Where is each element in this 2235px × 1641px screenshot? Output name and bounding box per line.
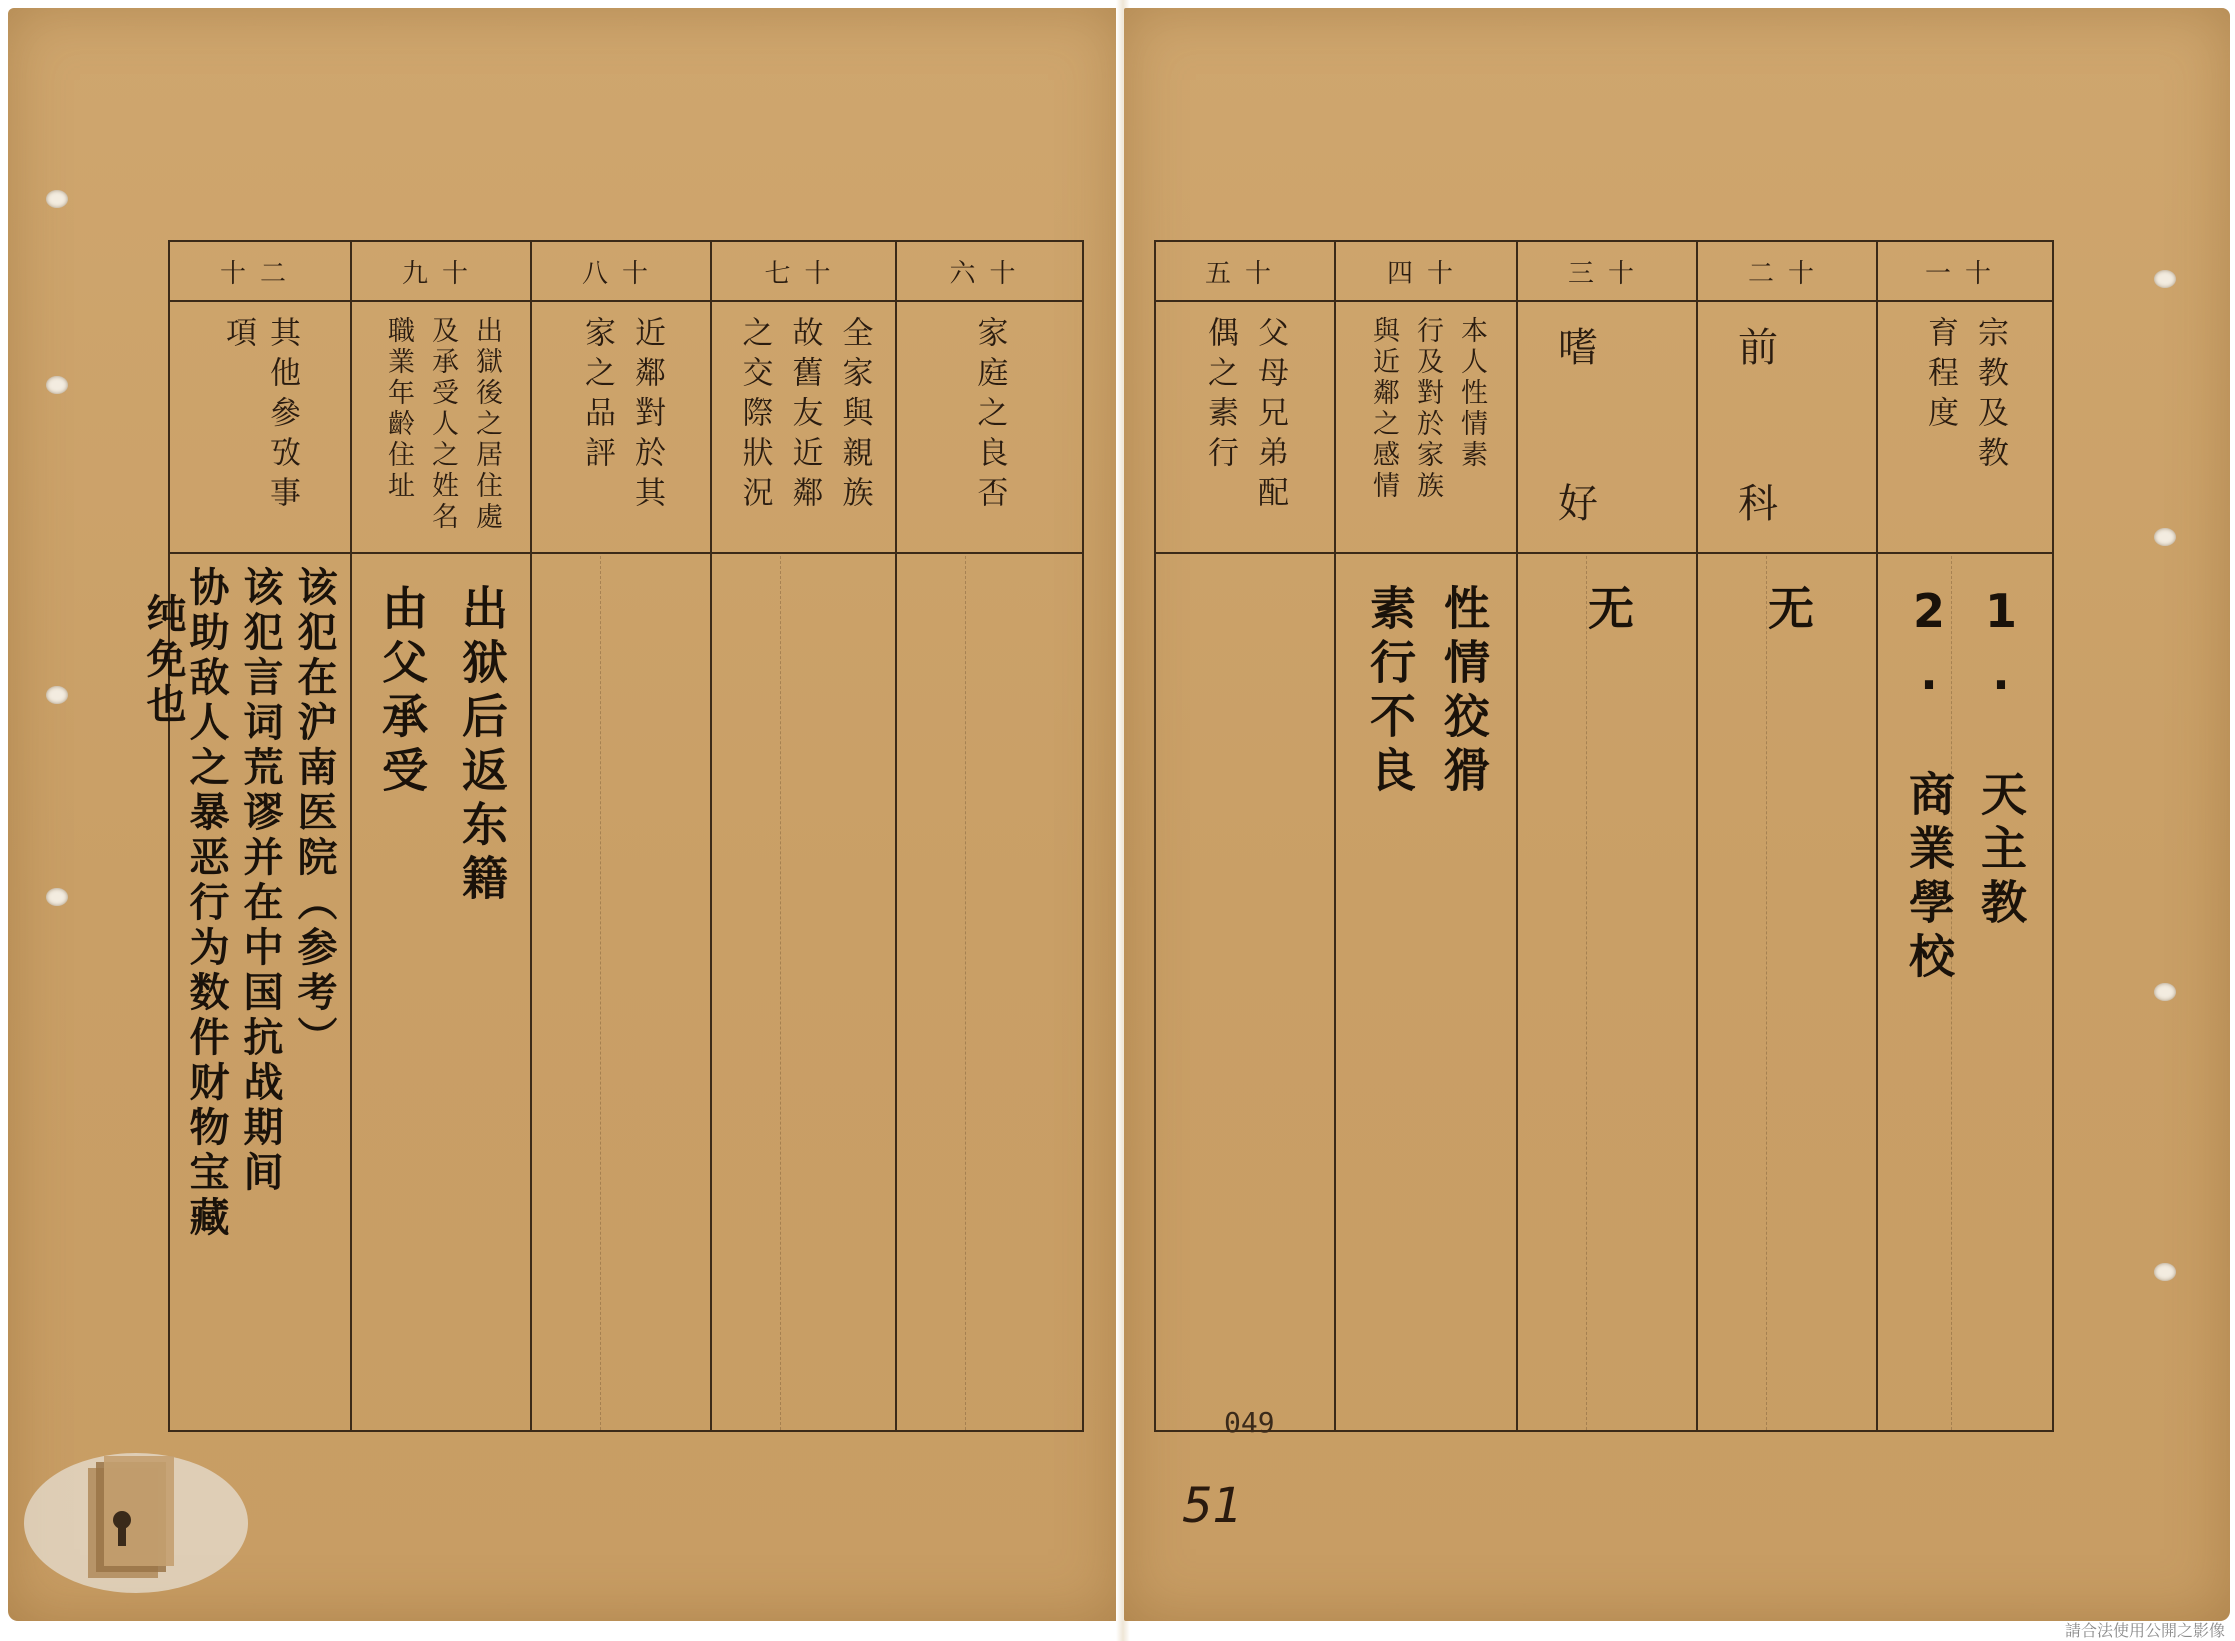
column-17 [710,242,897,1430]
title-line: 嗜 [1558,325,1658,371]
title-line: 職業年齡住址 [383,316,414,502]
handwritten-line: 该犯在沪南医院（参考） [291,566,337,1061]
column-15 [1156,242,1334,1430]
title-line: 本人性情素 [1456,316,1487,471]
column-16 [895,242,1082,1430]
usage-notice: 請合法使用公開之影像 [2064,1621,2225,1640]
column-number: 四十 [1336,242,1518,302]
column-number: 九十 [352,242,532,302]
column-number: 三十 [1518,242,1698,302]
title-line: 之交際狀況 [736,316,773,516]
title-line: 及承受人之姓名 [427,316,458,533]
title-line: 與近鄰之感情 [1368,316,1399,502]
column-20 [170,242,350,1430]
handwritten-line: 协助敌人之暴恶行为数件财物宝藏 [183,566,229,1241]
column-number: 五十 [1156,242,1334,302]
column-entry [1518,556,1698,1430]
column-number: 七十 [712,242,897,302]
column-number: 八十 [532,242,712,302]
column-entry [1336,556,1518,1430]
binding-hole [2154,983,2176,1001]
column-title [1156,302,1334,554]
title-line: 近鄰對於其 [629,316,665,516]
left-page [8,8,1120,1621]
title-line: 育程度 [1922,316,1958,436]
title-line: 宗教及教 [1972,316,2008,476]
column-title [170,302,350,554]
column-number: 十二 [170,242,350,302]
handwritten-line: 由父承受 [375,584,429,800]
binding-hole [46,190,68,208]
handwritten-page-number: 51 [1182,1478,1244,1534]
column-number: 一十 [1878,242,2052,302]
column-entry [1878,556,2052,1430]
column-number: 六十 [897,242,1082,302]
title-line: 科 [1738,481,1838,527]
column-entry [1698,556,1878,1430]
title-line: 行及對於家族 [1412,316,1443,502]
handwritten-line: 2. 商業學校 [1902,584,1956,986]
column-12 [1696,242,1878,1430]
column-title [1336,302,1518,554]
column-title [1878,302,2052,554]
column-entry [352,556,532,1430]
archive-logo [18,1428,253,1603]
column-title [352,302,532,554]
column-title [712,302,897,554]
title-line: 其他參攷事項 [220,316,300,516]
column-title [897,302,1082,554]
title-line: 全家與親族 [836,316,873,516]
binding-hole [2154,270,2176,288]
title-line: 好 [1558,481,1658,527]
title-line: 家庭之良否 [971,316,1008,516]
binding-hole [2154,528,2176,546]
column-title [1698,302,1878,554]
column-title [1518,302,1698,554]
column-13 [1516,242,1698,1430]
margin-note-text: 纯免也 [140,593,186,728]
column-18 [530,242,712,1430]
handwritten-line: 素行不良 [1363,584,1417,800]
handwritten-line: 1. 天主教 [1974,584,2028,932]
title-line: 故舊友近鄰 [786,316,823,516]
handwritten-line: 无 [1761,584,1815,638]
form-table-right [1154,240,2054,1432]
handwritten-line: 性情狡猾 [1437,584,1491,800]
margin-note [138,593,188,728]
column-title [532,302,712,554]
right-page [1124,8,2230,1621]
handwritten-line: 出狱后返东籍 [455,584,509,908]
column-11 [1876,242,2052,1430]
title-line: 父母兄弟配 [1252,316,1288,516]
column-entry [170,556,350,1430]
page-number: 049 [1224,1406,1275,1439]
column-19 [350,242,532,1430]
binding-hole [46,686,68,704]
binding-hole [46,888,68,906]
title-line: 家之品評 [579,316,615,476]
form-table-left [168,240,1084,1432]
title-line: 偶之素行 [1202,316,1238,476]
handwritten-line: 无 [1581,584,1635,638]
binding-hole [46,376,68,394]
handwritten-line: 该犯言词荒谬并在中国抗战期间 [237,566,283,1196]
binding-hole [2154,1263,2176,1281]
column-14 [1334,242,1518,1430]
title-line: 出獄後之居住處 [471,316,502,533]
title-line: 前 [1738,325,1838,371]
column-number: 二十 [1698,242,1878,302]
